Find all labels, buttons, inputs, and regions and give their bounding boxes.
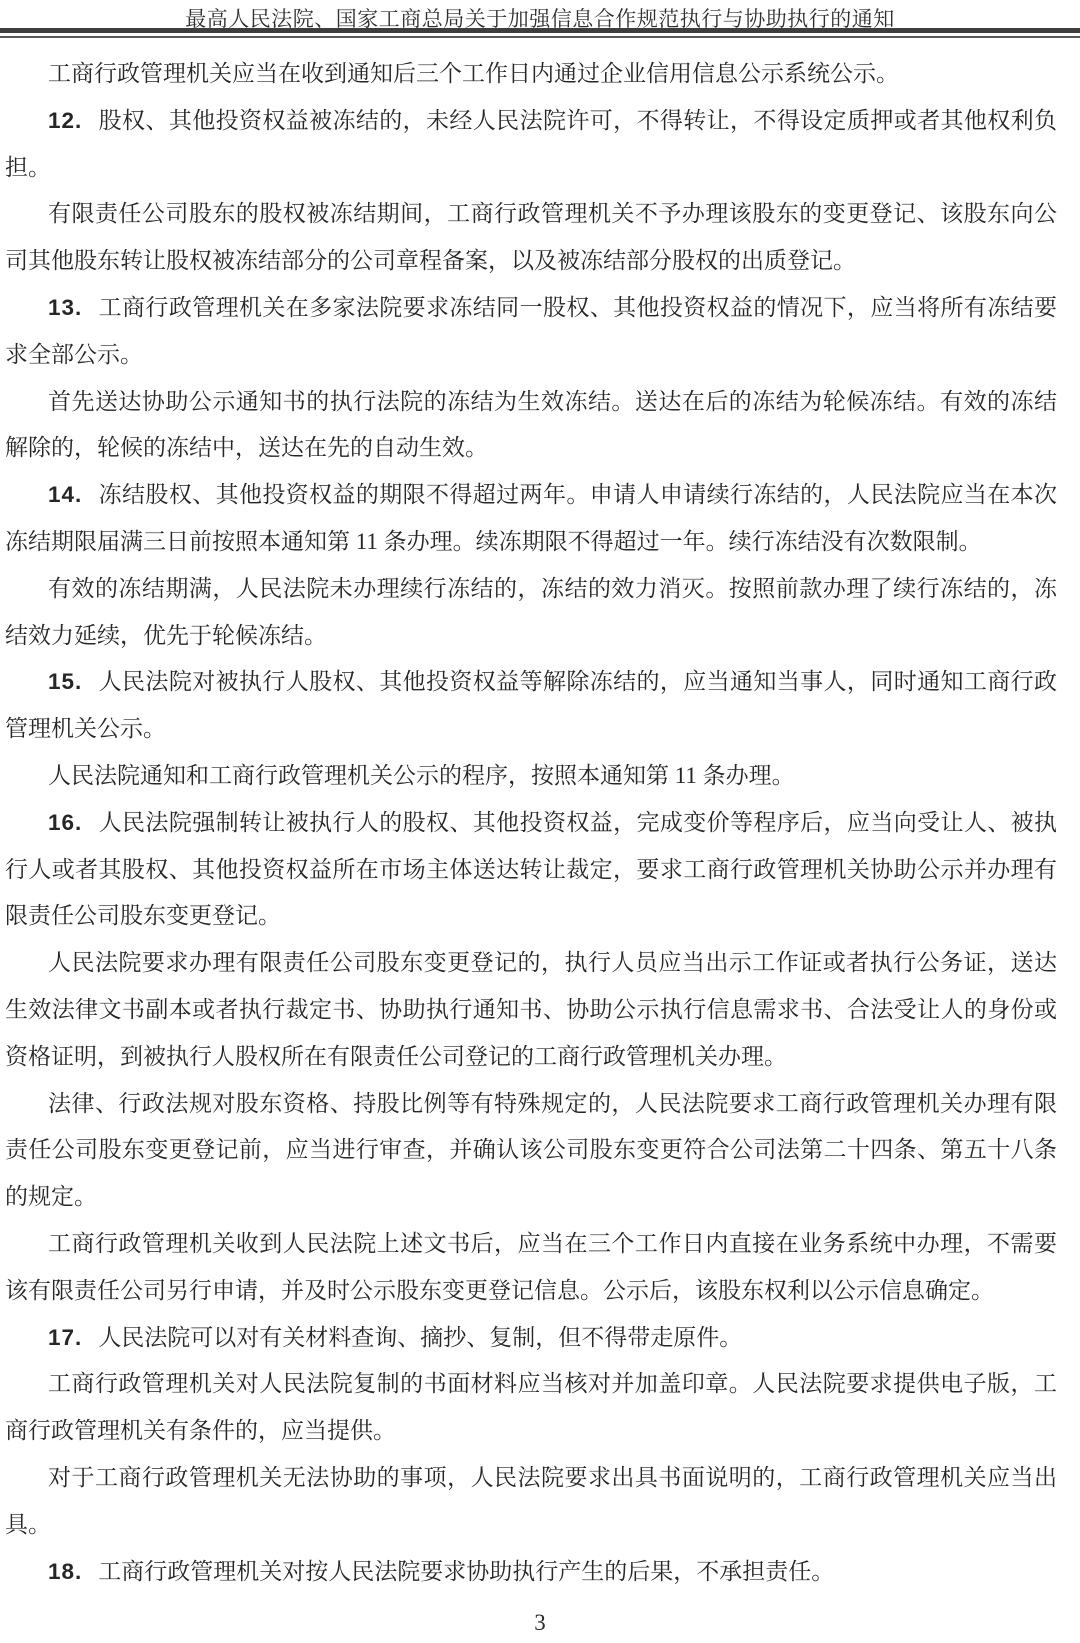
item-number: 12. [48,107,83,133]
document-body [5,51,1057,1595]
item-number: 13. [48,294,83,320]
paragraph: 有效的冻结期满，人民法院未办理续行冻结的，冻结的效力消灭。按照前款办理了续行冻结的，冻结效力延续，优先于轮候冻结。 [5,575,1057,648]
paragraph: 14. 冻结股权、其他投资权益的期限不得超过两年。申请人申请续行冻结的，人民法院应当在本次冻结期限届满三日前按照本通知第 11 条办理。续冻期限不得超过一年。续行冻结没有次数限制。 [5,482,1057,554]
paragraph: 13. 工商行政管理机关在多家法院要求冻结同一股权、其他投资权益的情况下，应当将所有冻结要求全部公示。 [5,294,1057,367]
paragraph: 工商行政管理机关对人民法院复制的书面材料应当核对并加盖印章。人民法院要求提供电子版，工商行政管理机关有条件的，应当提供。 [5,1371,1057,1444]
header-rule-divider [0,28,1080,38]
item-number: 15. [48,669,83,695]
paragraph: 人民法院通知和工商行政管理机关公示的程序，按照本通知第 11 条办理。 [48,762,795,788]
paragraph: 有限责任公司股东的股权被冻结期间，工商行政管理机关不予办理该股东的变更登记、该股东向公司其他股东转让股权被冻结部分的公司章程备案，以及被冻结部分股权的出质登记。 [5,201,1057,274]
paragraph: 对于工商行政管理机关无法协助的事项，人民法院要求出具书面说明的，工商行政管理机关应当出具。 [5,1464,1057,1537]
paragraph: 12. 股权、其他投资权益被冻结的，未经人民法院许可，不得转让，不得设定质押或者其他权利负担。 [5,107,1057,180]
paragraph: 人民法院要求办理有限责任公司股东变更登记的，执行人员应当出示工作证或者执行公务证，送达生效法律文书副本或者执行裁定书、协助执行通知书、协助公示执行信息需求书、合法受让人的身份或资格证明，到被执行人股权所在有限责任公司登记的工商行政管理机关办理。 [5,950,1057,1069]
paragraph: 工商行政管理机关收到人民法院上述文书后，应当在三个工作日内直接在业务系统中办理，不需要该有限责任公司另行申请，并及时公示股东变更登记信息。公示后，该股东权利以公示信息确定。 [5,1230,1057,1303]
item-number: 14. [48,482,83,508]
paragraph: 17. 人民法院可以对有关材料查询、摘抄、复制，但不得带走原件。 [48,1324,743,1350]
item-number: 18. [48,1558,83,1584]
paragraph: 18. 工商行政管理机关对按人民法院要求协助执行产生的后果，不承担责任。 [48,1558,835,1584]
paragraph: 16. 人民法院强制转让被执行人的股权、其他投资权益，完成变价等程序后，应当向受让人、被执行人或者其股权、其他投资权益所在市场主体送达转让裁定，要求工商行政管理机关协助公示并办理有限责任公司股东变更登记。 [5,809,1057,929]
page-number: 3 [534,1610,546,1635]
paragraph: 法律、行政法规对股东资格、持股比例等有特殊规定的，人民法院要求工商行政管理机关办理有限责任公司股东变更登记前，应当进行审查，并确认该公司股东变更符合公司法第二十四条、第五十八条的规定。 [5,1090,1057,1210]
item-number: 17. [48,1324,83,1350]
document-header-title: 最高人民法院、国家工商总局关于加强信息合作规范执行与协助执行的通知 [185,8,895,31]
paragraph: 工商行政管理机关应当在收到通知后三个工作日内通过企业信用信息公示系统公示。 [48,61,899,86]
item-number: 16. [48,809,83,835]
paragraph: 15. 人民法院对被执行人股权、其他投资权益等解除冻结的，应当通知当事人，同时通知工商行政管理机关公示。 [5,669,1057,742]
paragraph: 首先送达协助公示通知书的执行法院的冻结为生效冻结。送达在后的冻结为轮候冻结。有效的冻结解除的，轮候的冻结中，送达在先的自动生效。 [5,388,1057,461]
